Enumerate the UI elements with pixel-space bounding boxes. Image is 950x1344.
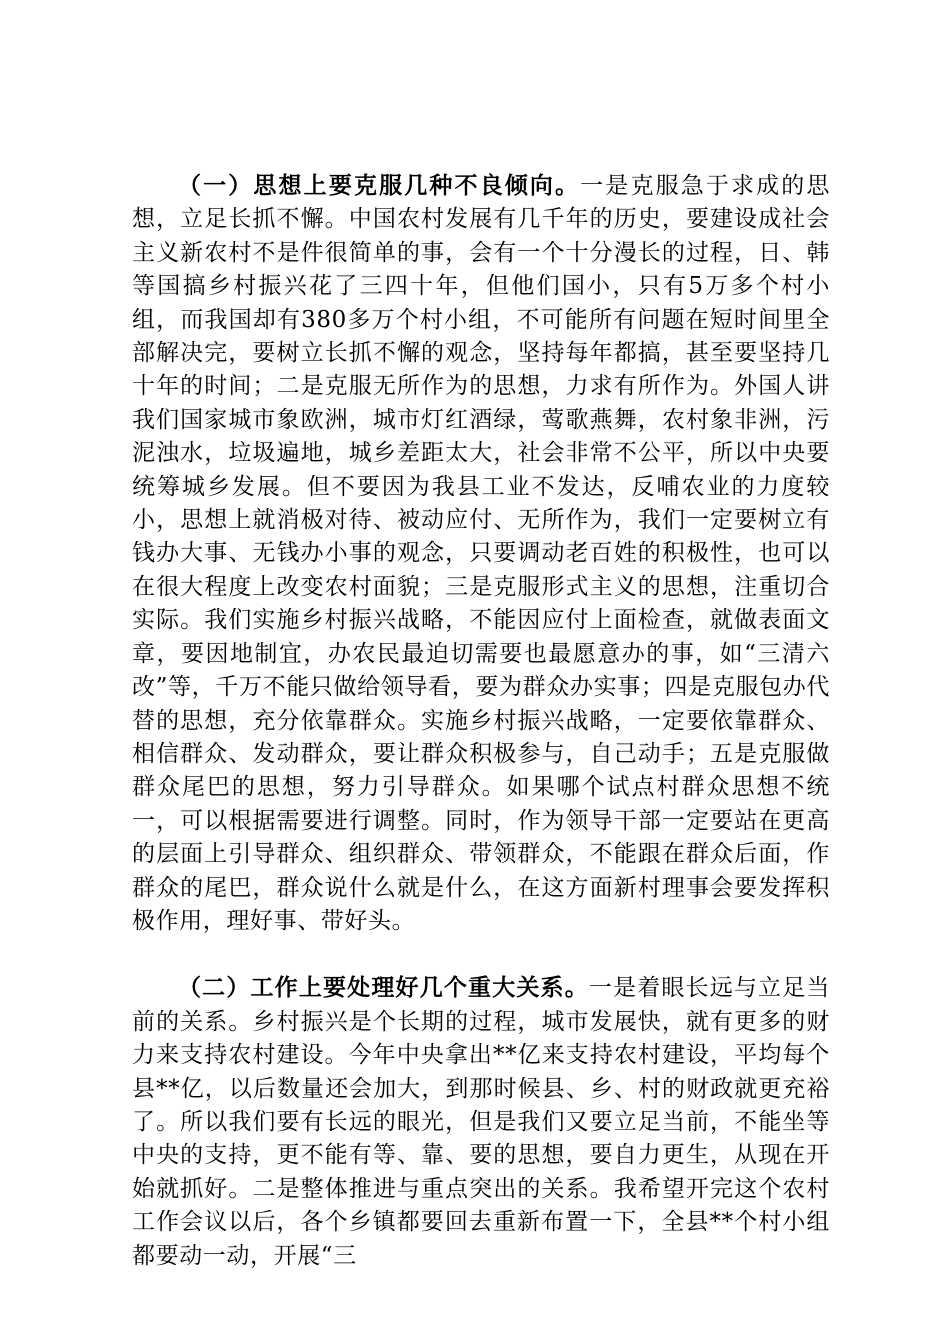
- paragraph-1: [132, 170, 830, 938]
- paragraph-1-text: 一是克服急于求成的思想，立足长抓不懈。中国农村发展有几千年的历史，要建设成社会主义新农村不是件很简单的事，会有一个十分漫长的过程，日、韩等国搞乡村振兴花了三四十年，但他们国小，只有5万多个村小组，而我国却有380多万个村小组，不可能所有问题在短时间里全部解决完，要树立长抓不懈的观念，坚持每年都搞，甚至要坚持几十年的时间；二是克服无所作为的思想，力求有所作为。外国人讲我们国家城市象欧洲，城市灯红酒绿，莺歌燕舞，农村象非洲，污泥浊水，垃圾遍地，城乡差距太大，社会非常不公平，所以中央要统筹城乡发展。但不要因为我县工业不发达，反哺农业的力度较小，思想上就消极对待、被动应付、无所作为，我们一定要树立有钱办大事、无钱办小事的观念，只要调动老百姓的积极性，也可以在很大程度上改变农村面貌；三是克服形式主义的思想，注重切合实际。我们实施乡村振兴战略，不能因应付上面检查，就做表面文章，要因地制宜，办农民最迫切需要也最愿意办的事，如“三清六改”等，千万不能只做给领导看，要为群众办实事；四是克服包办代替的思想，充分依靠群众。实施乡村振兴战略，一定要依靠群众、相信群众、发动群众，要让群众积极参与，自己动手；五是克服做群众尾巴的思想，努力引导群众。如果哪个试点村群众思想不统一，可以根据需要进行调整。同时，作为领导干部一定要站在更高的层面上引导群众、组织群众、带领群众，不能跟在群众后面，作群众的尾巴，群众说什么就是什么，在这方面新村理事会要发挥积极作用，理好事、带好头。: [132, 173, 830, 934]
- paragraph-1-heading: （一）思想上要克服几种不良倾向。: [178, 173, 581, 199]
- paragraph-2: [132, 972, 830, 1273]
- paragraph-2-heading: （二）工作上要处理好几个重大关系。: [178, 975, 589, 1002]
- document-body: [132, 170, 830, 1307]
- paragraph-2-text: 一是着眼长远与立足当前的关系。乡村振兴是个长期的过程，城市发展快，就有更多的财力来支持农村建设。今年中央拿出**亿来支持农村建设，平均每个县**亿，以后数量还会加大，到那时候县、乡、村的财政就更充裕了。所以我们要有长远的眼光，但是我们又要立足当前，不能坐等中央的支持，更不能有等、靠、要的思想，要自力更生，从现在开始就抓好。二是整体推进与重点突出的关系。我希望开完这个农村工作会议以后，各个乡镇都要回去重新布置一下，全县**个村小组都要动一动，开展“三: [132, 975, 830, 1269]
